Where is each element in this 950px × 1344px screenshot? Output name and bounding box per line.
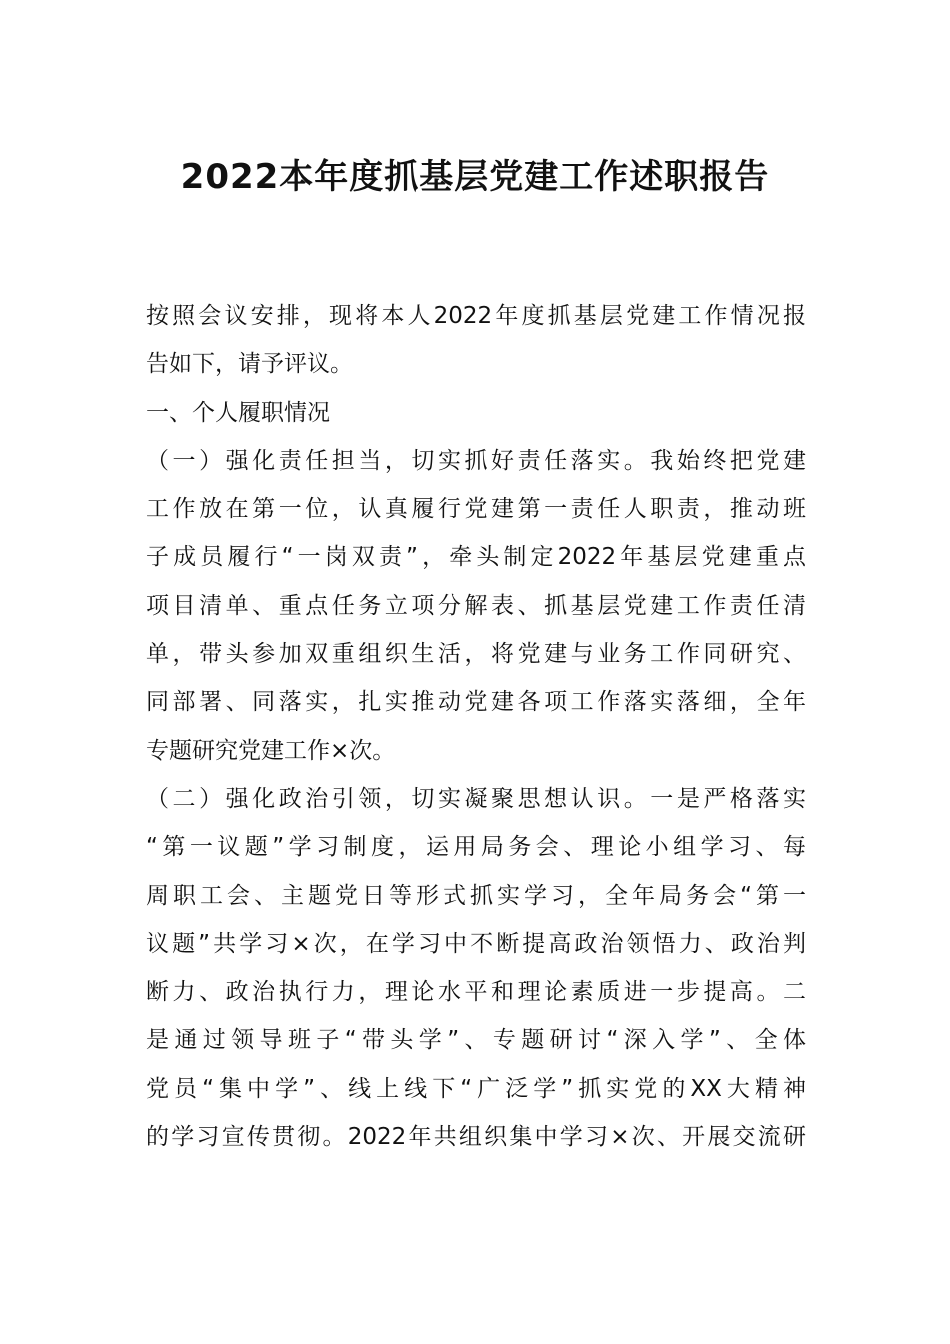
body-line: 告如下，请予评议。 <box>146 351 353 378</box>
body-line: 的学习宣传贯彻。2022年共组织集中学习×次、开展交流研 <box>146 1124 806 1151</box>
body-line: 子成员履行“一岗双责”，牵头制定2022年基层党建重点 <box>146 544 806 571</box>
body-line: 议题”共学习×次，在学习中不断提高政治领悟力、政治判 <box>146 930 806 957</box>
body-line: 项目清单、重点任务立项分解表、抓基层党建工作责任清 <box>146 592 806 619</box>
document-body <box>146 292 806 1161</box>
body-line: 专题研究党建工作×次。 <box>146 737 396 764</box>
body-line: 单，带头参加双重组织生活，将党建与业务工作同研究、 <box>146 641 806 668</box>
body-line: 工作放在第一位，认真履行党建第一责任人职责，推动班 <box>146 496 806 523</box>
body-line: 党员“集中学”、线上线下“广泛学”抓实党的XX大精神 <box>146 1075 806 1102</box>
body-line: “第一议题”学习制度，运用局务会、理论小组学习、每 <box>146 834 806 861</box>
body-line: 同部署、同落实，扎实推动党建各项工作落实落细，全年 <box>146 689 806 716</box>
body-line: （一）强化责任担当，切实抓好责任落实。我始终把党建 <box>146 447 806 474</box>
document-title: 2022本年度抓基层党建工作述职报告 <box>180 157 770 197</box>
body-line: （二）强化政治引领，切实凝聚思想认识。一是严格落实 <box>146 785 806 812</box>
body-line: 是通过领导班子“带头学”、专题研讨“深入学”、全体 <box>146 1027 806 1054</box>
section-heading: 一、个人履职情况 <box>146 399 330 426</box>
body-line: 断力、政治执行力，理论水平和理论素质进一步提高。二 <box>146 979 806 1006</box>
body-line: 周职工会、主题党日等形式抓实学习，全年局务会“第一 <box>146 882 806 909</box>
body-line: 按照会议安排，现将本人2022年度抓基层党建工作情况报 <box>146 303 806 329</box>
